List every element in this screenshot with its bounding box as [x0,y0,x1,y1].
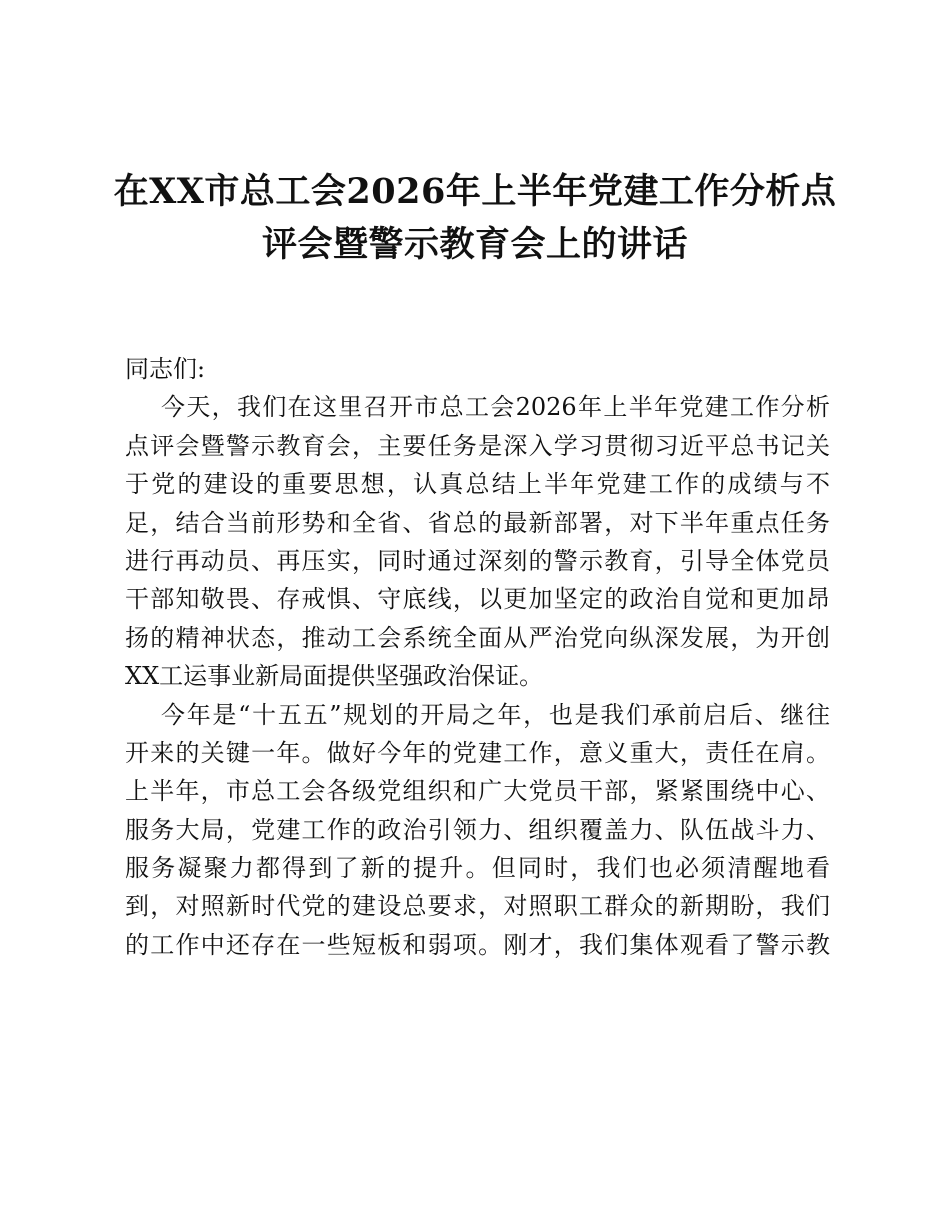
paragraph-line: 点评会暨警示教育会，主要任务是深入学习贯彻习近平总书记关 [125,431,830,460]
salutation: 同志们: [125,355,206,383]
paragraph-line: XX工运事业新局面提供坚强政治保证。 [125,662,544,691]
paragraph-line: 今天，我们在这里召开市总工会2026年上半年党建工作分析 [161,393,830,422]
paragraph-2 [125,696,830,965]
paragraph-1 [125,388,830,695]
paragraph-line: 服务凝聚力都得到了新的提升。但同时，我们也必须清醒地看 [125,854,830,883]
paragraph-line: 于党的建设的重要思想，认真总结上半年党建工作的成绩与不 [125,470,830,499]
paragraph-line: 服务大局，党建工作的政治引领力、组织覆盖力、队伍战斗力、 [125,815,830,844]
paragraph-line: 开来的关键一年。做好今年的党建工作，意义重大，责任在肩。 [125,738,830,767]
paragraph-line: 干部知敬畏、存戒惧、守底线，以更加坚定的政治自觉和更加昂 [125,585,830,614]
speech-body [125,350,830,964]
paragraph-line: 进行再动员、再压实，同时通过深刻的警示教育，引导全体党员 [125,546,830,575]
paragraph-line: 上半年，市总工会各级党组织和广大党员干部，紧紧围绕中心、 [125,777,830,806]
paragraph-line: 足，结合当前形势和全省、省总的最新部署，对下半年重点任务 [125,508,830,537]
title-line-1: 在XX市总工会2026年上半年党建工作分析点 [113,171,837,212]
title-line-2: 评会暨警示教育会上的讲话 [261,224,688,265]
paragraph-line: 的工作中还存在一些短板和弱项。刚才，我们集体观看了警示教 [125,930,830,959]
document-title [100,165,850,271]
paragraph-line: 今年是“十五五”规划的开局之年，也是我们承前启后、继往 [161,700,830,729]
paragraph-line: 扬的精神状态，推动工会系统全面从严治党向纵深发展，为开创 [125,623,830,652]
paragraph-line: 到，对照新时代党的建设总要求，对照职工群众的新期盼，我们 [125,892,830,921]
